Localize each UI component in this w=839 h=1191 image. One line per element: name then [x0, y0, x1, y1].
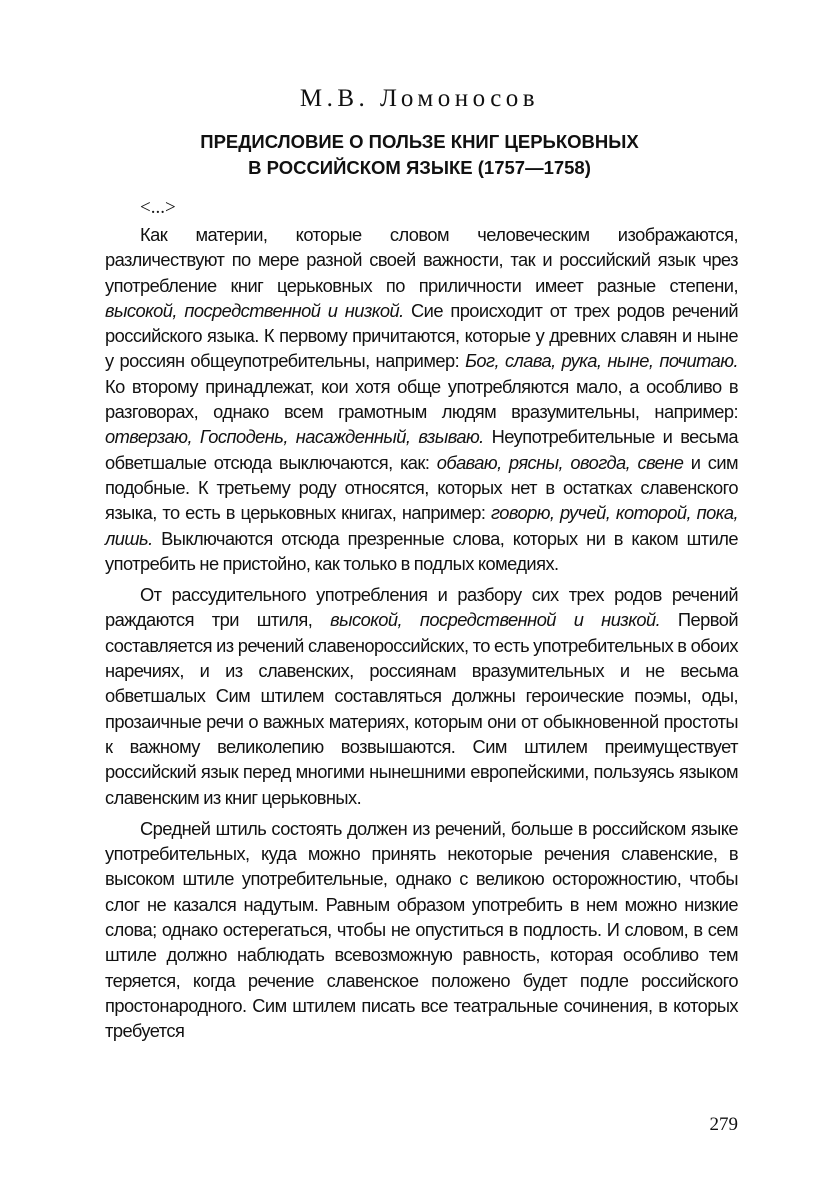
italic-examples: Бог, слава, рука, ныне, почитаю. — [465, 350, 738, 372]
paragraph-2 — [105, 582, 738, 810]
author-name: М.В. Ломоносов — [299, 85, 540, 112]
paragraph-1 — [105, 222, 738, 576]
italic-examples: обаваю, рясны, овогда, свене — [436, 451, 684, 473]
paragraph-text: Неупотребительные и весьма обветшалые отсюда выключаются, как: — [105, 426, 739, 473]
chapter-title-line-2: В РОССИЙСКОМ ЯЗЫКЕ (1757—1758) — [248, 157, 591, 178]
italic-examples: отверзаю, Господень, насажденный, взываю. — [105, 426, 484, 448]
paragraph-text: Сие происходит от трех родов речений российского языка. К первому причитаются, которые у древних славян и ныне у россиян общеупотребительны, например: — [105, 299, 738, 372]
italic-examples: высокой, посредственной и низкой. — [105, 299, 404, 321]
paragraph-text: Ко второму принадлежат, кои хотя обще употребляются мало, а особливо в разговорах, однако всем грамотным людям вразумительны, например: — [105, 375, 738, 423]
paragraph-3 — [105, 816, 738, 1044]
italic-examples: высокой, посредственной и низкой. — [330, 609, 661, 631]
chapter-title — [0, 129, 839, 181]
omission-mark: <...> — [140, 197, 176, 218]
italic-examples: говорю, ручей, которой, пока, лишь. — [105, 502, 738, 549]
paragraph-text: От рассудительного употребления и разбору сих трех родов речений раждаются три штиля, — [105, 584, 738, 631]
paragraph-text: Первой составляется из речений славенороссийских, то есть употребительных в обоих наречиях, и из славенских, россиянам вразумительных и не весьма обветшалых Сим штилем составляться должны героические поэмы, оды, прозаичные речи о важных материях, которым они от обыкновенной простоты к важному великолепию возвышаются. Сим штилем преимуществует российский язык перед многими нынешними европейскими, пользуясь языком славенским из книг церьковных. — [105, 609, 738, 808]
paragraph-text: Как материи, которые словом человеческим изображаются, различествуют по мере разной своей важности, так и российский язык чрез употребление книг церьковных по приличности имеет разные степени, — [105, 224, 738, 296]
paragraph-text: Выключаются отсюда презренные слова, которых ни в каком штиле употребить не пристойно, как только в подлых комедиях. — [105, 527, 738, 574]
body-text — [105, 222, 738, 1050]
page-number: 279 — [709, 1114, 738, 1135]
chapter-title-line-1: ПРЕДИСЛОВИЕ О ПОЛЬЗЕ КНИГ ЦЕРЬКОВНЫХ — [200, 131, 639, 152]
paragraph-text: Средней штиль состоять должен из речений, больше в российском языке употребительных, куда можно принять некоторые речения славенские, в высоком штиле употребительные, однако с великою осторожностию, чтобы слог не казался надутым. Равным образом употребить в нем можно низкие слова; однако остерегаться, чтобы не опуститься в подлость. И словом, в сем штиле должно наблюдать всевозможную равность, которая особливо тем теряется, когда речение славенское положено будет подле российского простонародного. Сим штилем писать все театральные сочинения, в которых требуется — [105, 817, 738, 1042]
paragraph-text: и сим подобные. К третьему роду относятся, которых нет в остатках славенского языка, то есть в церьковных книгах, например: — [105, 451, 738, 524]
